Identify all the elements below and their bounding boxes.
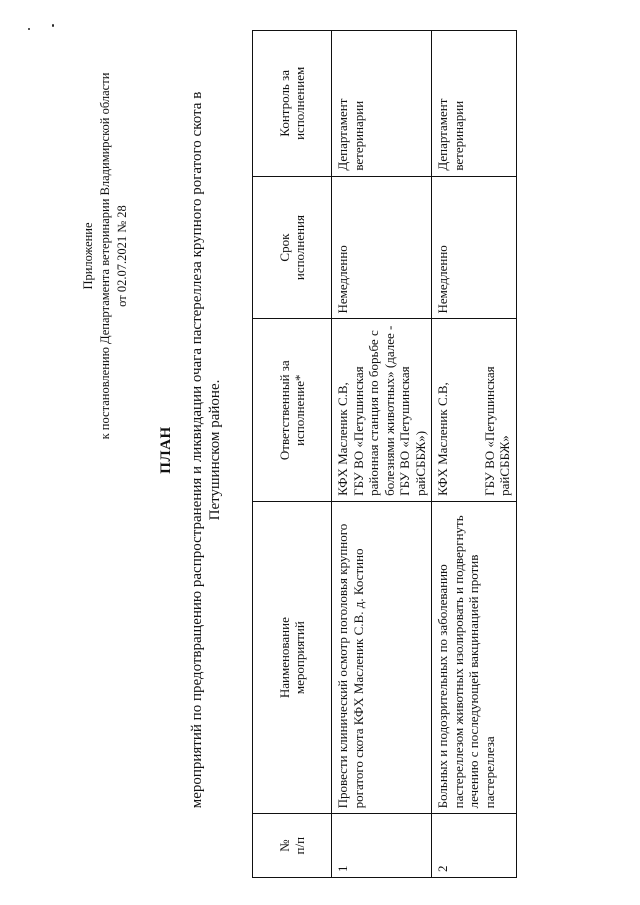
header-term: Срок исполнения bbox=[253, 176, 332, 319]
row-term: Немедленно bbox=[332, 176, 432, 319]
row-num: 1 bbox=[332, 814, 432, 878]
subtitle-line-1: мероприятий по предотвращению распространения и ликвидации очага пастереллеза крупного рогатого скота в bbox=[189, 91, 205, 809]
header-name: Наименование мероприятий bbox=[253, 501, 332, 813]
row-term: Немедленно bbox=[432, 176, 517, 319]
row-control: Департамент ветеринарии bbox=[332, 31, 432, 177]
table-header-row bbox=[253, 31, 332, 878]
appendix-label: Приложение bbox=[81, 222, 95, 290]
row-name: Провести клинический осмотр поголовья крупного рогатого скота КФХ Масленик С.В. д. Костино bbox=[332, 501, 432, 813]
row-control: Департамент ветеринарии bbox=[432, 31, 517, 177]
header-control: Контроль за исполнением bbox=[253, 31, 332, 177]
row-name: Больных и подозрительных по заболеванию пастереллезом животных изолировать и подвергнуть лечению с последующей вакцинацией против пастереллеза bbox=[432, 501, 517, 813]
row-num: 2 bbox=[432, 814, 517, 878]
header-num: № п/п bbox=[253, 814, 332, 878]
row-responsible: КФХ Масленик С.В, ГБУ ВО «Петушинская районная станция по борьбе с болезнями животных» (далее - ГБУ ВО «Петушинская райСББЖ») bbox=[332, 319, 432, 501]
document-page bbox=[20, 10, 620, 890]
document-subtitle bbox=[188, 10, 224, 890]
table-row bbox=[432, 31, 517, 878]
row-responsible: КФХ Масленик С.В, ГБУ ВО «Петушинская райСББЖ» bbox=[432, 319, 517, 501]
subtitle-line-2: Петушинском районе. bbox=[207, 379, 223, 521]
plan-table bbox=[252, 30, 517, 878]
appendix-block bbox=[80, 46, 131, 466]
appendix-date: от 02.07.2021 № 28 bbox=[115, 205, 129, 307]
table-row bbox=[332, 31, 432, 878]
appendix-reference: к постановлению Департамента ветеринарии Владимирской области bbox=[98, 72, 112, 440]
document-title: ПЛАН bbox=[158, 426, 174, 474]
header-responsible: Ответственный за исполнение* bbox=[253, 319, 332, 501]
